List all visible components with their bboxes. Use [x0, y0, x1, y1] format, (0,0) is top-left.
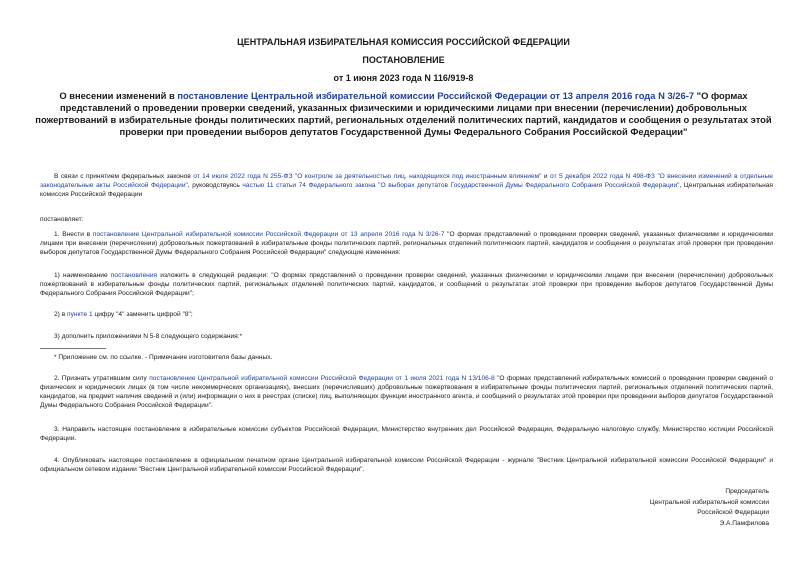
subitem-1-paragraph — [40, 271, 773, 298]
link-law-498[interactable]: от 5 декабря 2022 года N 498-ФЗ "О внесении изменений в отдельные законодательные акты Российской Федерации" — [40, 173, 773, 189]
link-resolution-13-106-8[interactable]: постановление Центральной избирательной комиссии Российской Федерации от 1 июля 2021 года N 13/106-8 — [149, 375, 495, 382]
item-3-paragraph: 3. Направить настоящее постановление в избирательные комиссии субъектов Российской Федерации, Министерство внутренних дел Российской Федерации, Федеральную налоговую службу, Министерство юстиции Российской Федерации. — [40, 426, 773, 442]
subitem-2-paragraph — [40, 310, 773, 319]
footnote-text: * Приложение см. по ссылке. - Примечание изготовителя базы данных. — [54, 354, 273, 361]
organization-heading: ЦЕНТРАЛЬНАЯ ИЗБИРАТЕЛЬНАЯ КОМИССИЯ РОССИЙСКОЙ ФЕДЕРАЦИИ — [237, 37, 570, 47]
item-2-text-1: 2. Признать утратившим силу — [54, 375, 150, 382]
item-2-text-2: "О формах представлений избирательных комиссий о проведении проверки сведений о физических и юридических лицах (в том числе некоммерческих организациях), внесших (перечисливших) добровольные пожертвования в избирательные фонды политических партий, региональных отделений политических партий, кандидатов, на предмет наличия сведений и (или) информации о них в реестрах (списке) лиц, выполняющих функции иностранного агента, и сообщений о результатах этой проверки при проведении выборов депутатов Государственной Думы Федерального Собрания Российской Федерации". — [40, 375, 774, 409]
item-1-paragraph — [40, 230, 773, 257]
item-4-paragraph: 4. Опубликовать настоящее постановление в официальном печатном органе Центральной избирательной комиссии Российской Федерации - журнале "Вестник Центральной избирательной комиссии Российской Федерации" и официальном сетевом издании "Вестник Центральной избирательной комиссии Российской Федерации". — [40, 457, 773, 473]
preamble-text-2: и — [541, 173, 551, 180]
item-1-text-2: "О формах представлений о проведении проверки сведений, указанных физическими и юридическими лицами при внесении (перечислении) добровольных пожертвований в избирательные фонды политических партий, региональных отделений политических партий, кандидатов и сообщения о результатах этой проверки при проведении выборов депутатов Государственной Думы Федерального Собрания Российской Федерации" следующие изменения: — [40, 231, 773, 256]
signature-position: Председатель — [725, 488, 769, 495]
preamble-paragraph — [40, 172, 773, 199]
signature-organization: Центральной избирательной комиссии — [649, 498, 769, 506]
signature-country: Российской Федерации — [697, 509, 769, 516]
signature-name: Э.А.Памфилова — [719, 519, 769, 527]
document-type-heading: ПОСТАНОВЛЕНИЕ — [362, 55, 445, 65]
link-point-1[interactable]: пункте 1 — [67, 311, 93, 318]
resolves-line: постановляет: — [40, 216, 84, 223]
title-prefix: О внесении изменений в — [59, 90, 178, 101]
signature-block — [650, 487, 769, 529]
title-suffix: "О формах представлений о проведении проверки сведений, указанных физическими и юридическими лицами при внесении (перечислении) добровольных пожертвований в избирательные фонды политических партий, региональных отделений политических партий, кандидатов и сообщения о результатах этой проверки при проведении выборов депутатов Государственной Думы Федерального Собрания Российской Федерации" — [35, 90, 772, 137]
subitem-2-text-1: 2) в — [54, 311, 68, 318]
footnote-divider — [40, 348, 106, 349]
preamble-text-1: В связи с принятием федеральных законов — [54, 173, 194, 180]
item-2-paragraph — [40, 374, 773, 410]
subitem-1-text-2: изложить в следующей редакции: "О формах представлений о проведении проверки сведений, указанных физическими и юридическими лицами при внесении (перечислении) добровольных пожертвований в избирательные фонды политических партий, региональных отделений политических партий, кандидатов, и сообщений о результатах этой проверки при проведении выборов депутатов Государственной Думы Федерального Собрания Российской Федерации"; — [40, 272, 774, 297]
subitem-3-paragraph: 3) дополнить приложениями N 5-8 следующего содержания:* — [54, 333, 243, 340]
subitem-1-text-1: 1) наименование — [54, 272, 111, 279]
subitem-2-text-2: цифру "4" заменить цифрой "8"; — [92, 311, 193, 318]
preamble-text-4: , Центральная избирательная комиссия Российской Федерации — [40, 182, 774, 198]
link-resolution-name[interactable]: постановления — [110, 272, 158, 279]
document-title — [34, 90, 773, 138]
link-resolution-3-26-7[interactable]: постановление Центральной избирательной комиссии Российской Федерации от 13 апреля 2016 года N 3/26-7 — [92, 231, 445, 238]
document-date-number: от 1 июня 2023 года N 116/919-8 — [333, 73, 474, 83]
title-link-resolution[interactable]: постановление Центральной избирательной комиссии Российской Федерации от 13 апреля 2016 года N 3/26-7 — [177, 90, 695, 101]
link-article-74[interactable]: частью 11 статьи 74 Федерального закона "О выборах депутатов Государственной Думы Федерального Собрания Российской Федерации" — [242, 182, 680, 189]
preamble-text-3: , руководствуясь — [187, 182, 243, 189]
item-1-text-1: 1. Внести в — [54, 231, 93, 238]
link-law-255[interactable]: от 14 июля 2022 года N 255-ФЗ "О контроле за деятельностью лиц, находящихся под иностранным влиянием" — [193, 173, 542, 180]
